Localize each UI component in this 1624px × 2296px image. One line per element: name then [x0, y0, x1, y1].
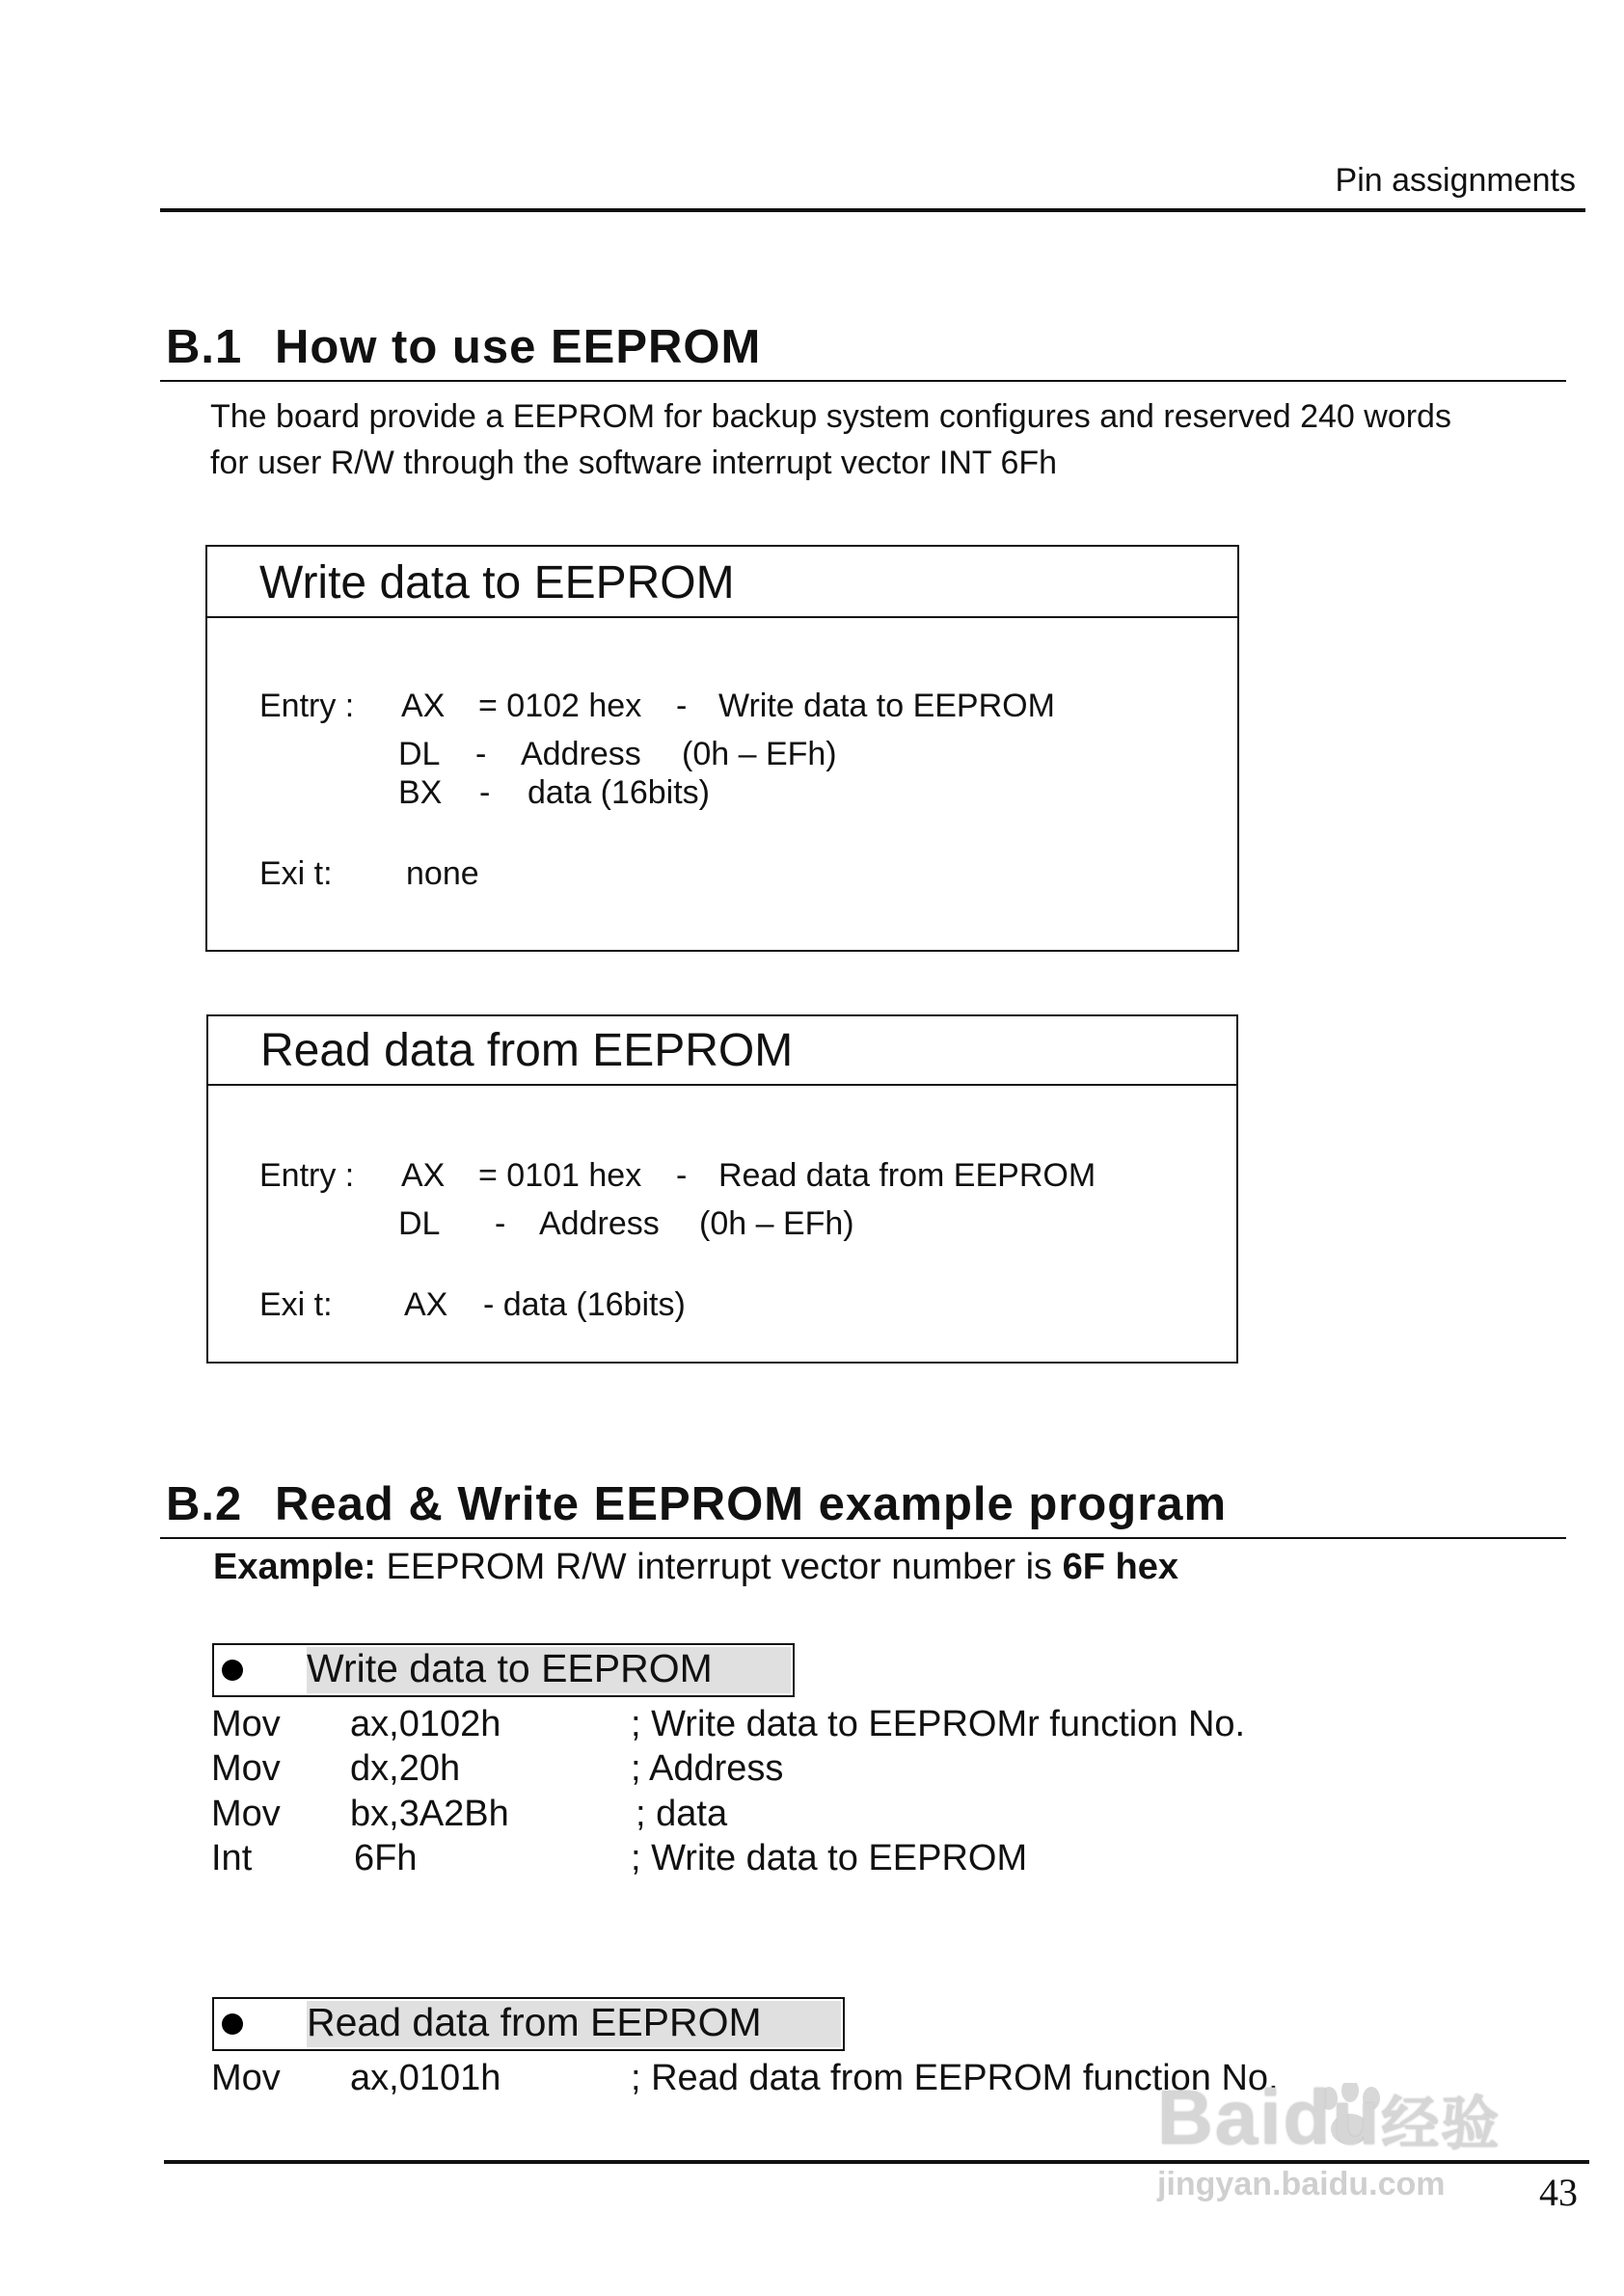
code-op: Mov: [211, 1748, 281, 1789]
code-comment: ; data: [636, 1794, 728, 1834]
description: Read data from EEPROM: [718, 1157, 1096, 1194]
write-data-box: [205, 545, 1239, 952]
code-arg: dx,20h: [350, 1748, 461, 1789]
read-data-box: [206, 1014, 1238, 1364]
dash: -: [676, 1157, 688, 1194]
description: Address: [539, 1205, 660, 1242]
description: Address: [521, 736, 641, 772]
description: data (16bits): [528, 774, 710, 811]
baidu-watermark: [1138, 2073, 1524, 2208]
code-arg: ax,0102h: [350, 1704, 501, 1744]
example-text: EEPROM R/W interrupt vector number is: [386, 1547, 1053, 1587]
section-number: B.2: [166, 1478, 243, 1530]
register-value: = 0102 hex: [478, 688, 642, 724]
register: DL: [398, 736, 441, 772]
bullet-icon: [222, 1660, 243, 1681]
write-example-label: Write data to EEPROM: [307, 1646, 713, 1690]
write-box-title: Write data to EEPROM: [259, 557, 735, 608]
bullet-icon: [222, 2013, 243, 2035]
exit-value: none: [406, 855, 479, 892]
exit-label: Exi t:: [259, 1286, 333, 1323]
read-box-title: Read data from EEPROM: [260, 1025, 794, 1076]
section-b2-rule: [160, 1537, 1566, 1539]
register: AX: [401, 1157, 446, 1194]
register-value: = 0101 hex: [478, 1157, 642, 1194]
code-op: Int: [211, 1838, 253, 1878]
section-b1-rule: [160, 380, 1566, 382]
entry-label: Entry :: [259, 688, 355, 724]
section-b1-heading: [166, 320, 761, 374]
page-number: 43: [1539, 2171, 1578, 2214]
section-title: How to use EEPROM: [275, 321, 762, 373]
watermark-brand: Baidu经验: [1157, 2074, 1502, 2160]
read-box-header: [208, 1016, 1236, 1086]
read-example-label: Read data from EEPROM: [307, 2000, 762, 2044]
description: Write data to EEPROM: [718, 688, 1055, 724]
entry-label: Entry :: [259, 1157, 355, 1194]
watermark-url: jingyan.baidu.com: [1157, 2166, 1446, 2202]
code-comment: ; Address: [631, 1748, 784, 1789]
code-arg: bx,3A2Bh: [350, 1794, 509, 1834]
dash: -: [479, 774, 491, 811]
section-number: B.1: [166, 321, 243, 373]
dash: -: [676, 688, 688, 724]
intro-line-2: for user R/W through the software interrupt vector INT 6Fh: [210, 445, 1058, 481]
write-example-label-box: [212, 1643, 795, 1697]
example-label: Example:: [213, 1547, 376, 1587]
code-comment: ; Write data to EEPROMr function No.: [631, 1704, 1246, 1744]
exit-label: Exi t:: [259, 855, 333, 892]
code-op: Mov: [211, 1704, 281, 1744]
header-rule: [160, 208, 1585, 212]
code-arg: ax,0101h: [350, 2058, 501, 2098]
read-example-label-box: [212, 1997, 845, 2051]
code-op: Mov: [211, 1794, 281, 1834]
address-range: (0h – EFh): [682, 736, 837, 772]
write-box-header: [207, 547, 1237, 618]
code-comment: ; Read data from EEPROM function No.: [631, 2058, 1279, 2098]
register: DL: [398, 1205, 441, 1242]
exit-register: AX: [404, 1286, 448, 1323]
intro-line-1: The board provide a EEPROM for backup system configures and reserved 240 words: [210, 398, 1451, 435]
register: BX: [398, 774, 443, 811]
code-arg: 6Fh: [354, 1838, 418, 1878]
code-comment: ; Write data to EEPROM: [631, 1838, 1028, 1878]
example-line: [213, 1547, 1178, 1588]
dash: -: [495, 1205, 506, 1242]
section-title: Read & Write EEPROM example program: [275, 1478, 1228, 1530]
code-op: Mov: [211, 2058, 281, 2098]
section-b2-heading: [166, 1477, 1227, 1531]
example-value: 6F hex: [1062, 1547, 1178, 1587]
address-range: (0h – EFh): [699, 1205, 854, 1242]
running-header: Pin assignments: [1335, 162, 1576, 199]
register: AX: [401, 688, 446, 724]
dash: -: [475, 736, 487, 772]
exit-value: - data (16bits): [483, 1286, 686, 1323]
